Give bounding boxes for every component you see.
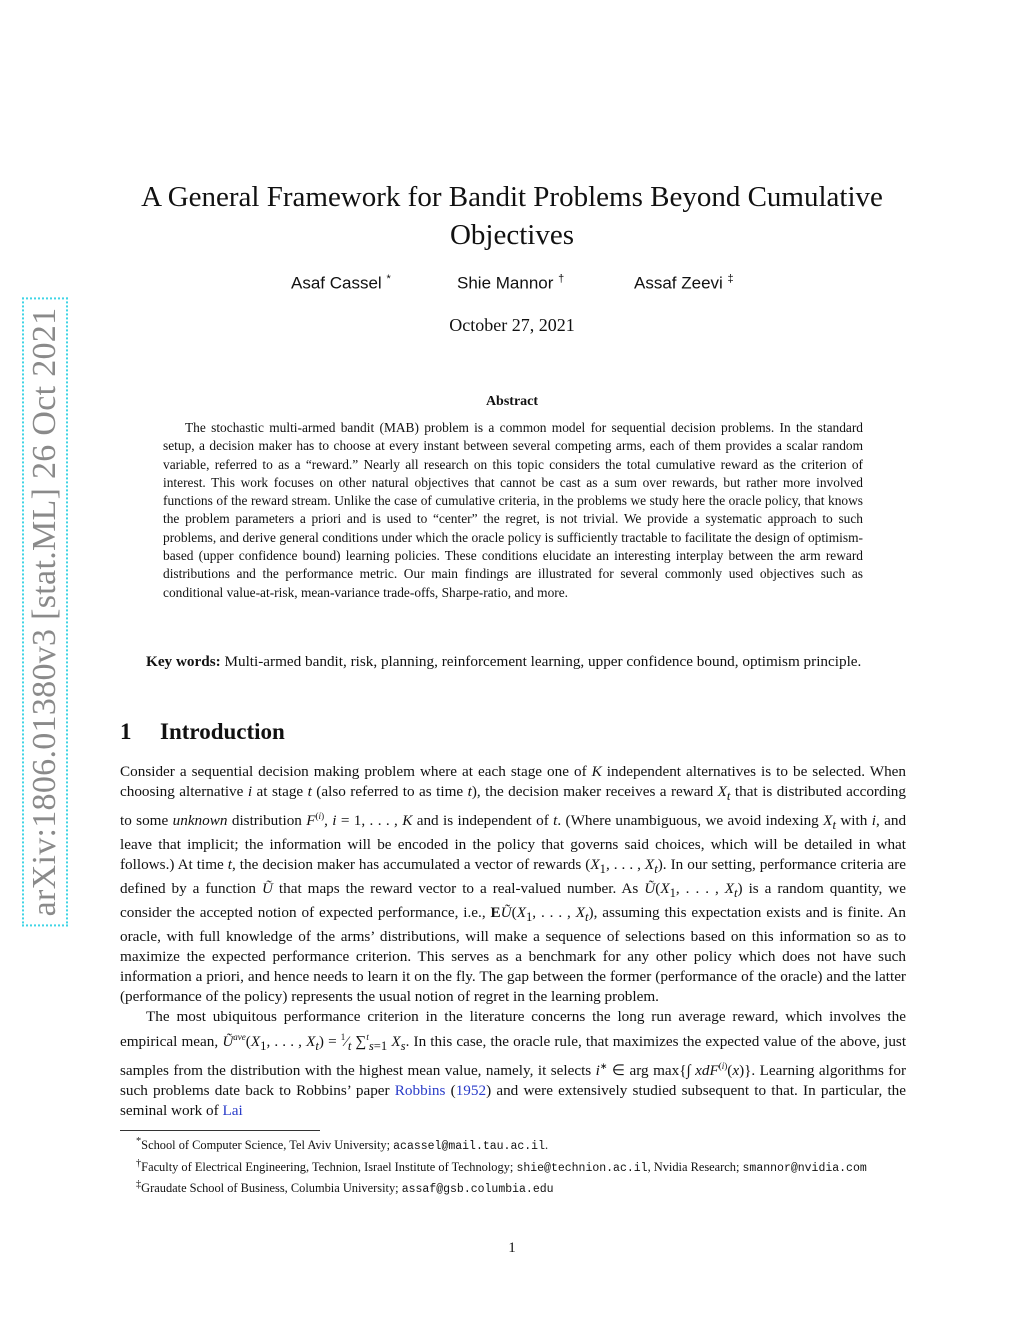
author-mannor: Shie Mannor † — [457, 273, 565, 293]
keywords-label: Key words: — [146, 653, 221, 670]
footnote-1: *School of Computer Science, Tel Aviv University; acassel@mail.tau.ac.il. — [136, 1136, 549, 1154]
email-mannor-technion[interactable]: shie@technion.ac.il — [516, 1161, 648, 1175]
arxiv-sidebar — [0, 0, 90, 1325]
keywords-text: Multi-armed bandit, risk, planning, reinforcement learning, upper confidence bound, optimism principle. — [224, 653, 862, 670]
arxiv-stamp[interactable]: arXiv:1806.01380v3 [stat.ML] 26 Oct 2021 — [22, 298, 68, 927]
footnotes — [120, 1134, 906, 1199]
keywords — [120, 652, 906, 672]
intro-paragraph-1: Consider a sequential decision making problem where at each stage one of K independent alternatives is to be selected. When choosing alternative i at stage t (also referred to as time t), the decision maker receives a reward $X_t$ that is distributed according to some unknown distribution $F^{(i)}$, i = 1, . . . , K and is independent of t. (Where unambiguous, we avoid indexing $X_t$ with i, and leave that implicit; the information will be encoded in the policy that governs said choices, which will be detailed in what follows.) At time t, the decision maker has accumulated a vector of rewards ($X_1$, . . . , $X_t$). In our setting, performance criteria are defined by a function Ũ that maps the reward vector to a real-valued number. As $Ũ(X_1$, . . . , $X_t$) is a random quantity, we consider the accepted notion of expected performance, i.e., $EŨ(X_1$, . . . , $X_t$), assuming this expectation exists and is finite. An oracle, with full knowledge of the arms’ distributions, will make a sequence of selections based on this information so as to maximize the expected performance criterion. This serves as a benchmark for any other policy which does not have such information a priori, and hence needs to learn it on the fly. The gap between the former (performance of the oracle) and the latter (performance of the policy) represents the usual notion of regret in the learning problem. — [120, 763, 907, 1006]
citation-year[interactable]: 1952 — [455, 1082, 487, 1100]
page-number: 1 — [508, 1240, 516, 1256]
paper-title: A General Framework for Bandit Problems Beyond Cumulative Objectives — [141, 181, 883, 251]
abstract-text: The stochastic multi-armed bandit (MAB) problem is a common model for sequential decision problems. In the standard setup, a decision maker has to choose at every instant between several competing arms, each of them provides a scalar random variable, referred to as a “reward.” Nearly all research on this topic considers the total cumulative reward as the criterion of interest. This work focuses on other natural objectives that cannot be cast as a sum over rewards, but rather more involved functions of the reward stream. Unlike the case of cumulative criteria, in the problems we study here the oracle policy, that knows the problem parameters a priori and is used to “center” the regret, is not trivial. We provide a systematic approach to such problems, and derive general conditions under which the oracle policy is sufficiently tractable to facilitate the design of optimism-based (upper confidence bound) learning policies. These conditions elucidate an interesting interplay between the arm reward distributions and the performance metric. Our main findings are illustrated for several commonly used objectives such as conditional value-at-risk, mean-variance trade-offs, Sharpe-ratio, and more. — [163, 420, 863, 600]
footnote-rule — [120, 1130, 320, 1131]
author-cassel: Asaf Cassel * — [291, 273, 391, 293]
citation-robbins[interactable]: Robbins — [394, 1082, 446, 1100]
abstract-heading: Abstract — [485, 394, 539, 409]
author-zeevi: Assaf Zeevi ‡ — [634, 273, 734, 293]
section-heading: 1 Introduction — [120, 719, 285, 744]
email-mannor-nvidia[interactable]: smannor@nvidia.com — [742, 1161, 867, 1175]
footnote-3: ‡Graudate School of Business, Columbia University; assaf@gsb.columbia.edu — [136, 1179, 554, 1197]
intro-paragraph-2: The most ubiquitous performance criterion in the literature concerns the long run average reward, which involves the empirical mean, $Ũ^{ave}(X_1$, . . . , $X_t$) = $^1⁄_t$ ∑$^t_{s=1}$ $X_s$. In this case, the oracle rule, that maximizes the expected value of the above, just samples from the distribution with the highest mean value, namely, it selects i∗ ∈ arg max{∫ xdF$^{(i)}$(x)}. Learning algorithms for such problems date back to Robbins’ paper Robbins (1952) and were extensively studied subsequent to that. In particular, the seminal work of Lai — [120, 1008, 907, 1120]
email-cassel[interactable]: acassel@mail.tau.ac.il — [393, 1140, 545, 1154]
intro-body — [120, 762, 906, 1121]
citation-lai[interactable]: Lai — [222, 1102, 243, 1120]
email-zeevi[interactable]: assaf@gsb.columbia.edu — [401, 1183, 554, 1197]
footnote-2: †Faculty of Electrical Engineering, Technion, Israel Institute of Technology; shie@technion.ac.il, Nvidia Research; smannor@nvidia.com — [136, 1157, 867, 1175]
paper-date: October 27, 2021 — [449, 315, 575, 335]
author-list — [120, 273, 904, 303]
abstract-body — [163, 419, 863, 602]
